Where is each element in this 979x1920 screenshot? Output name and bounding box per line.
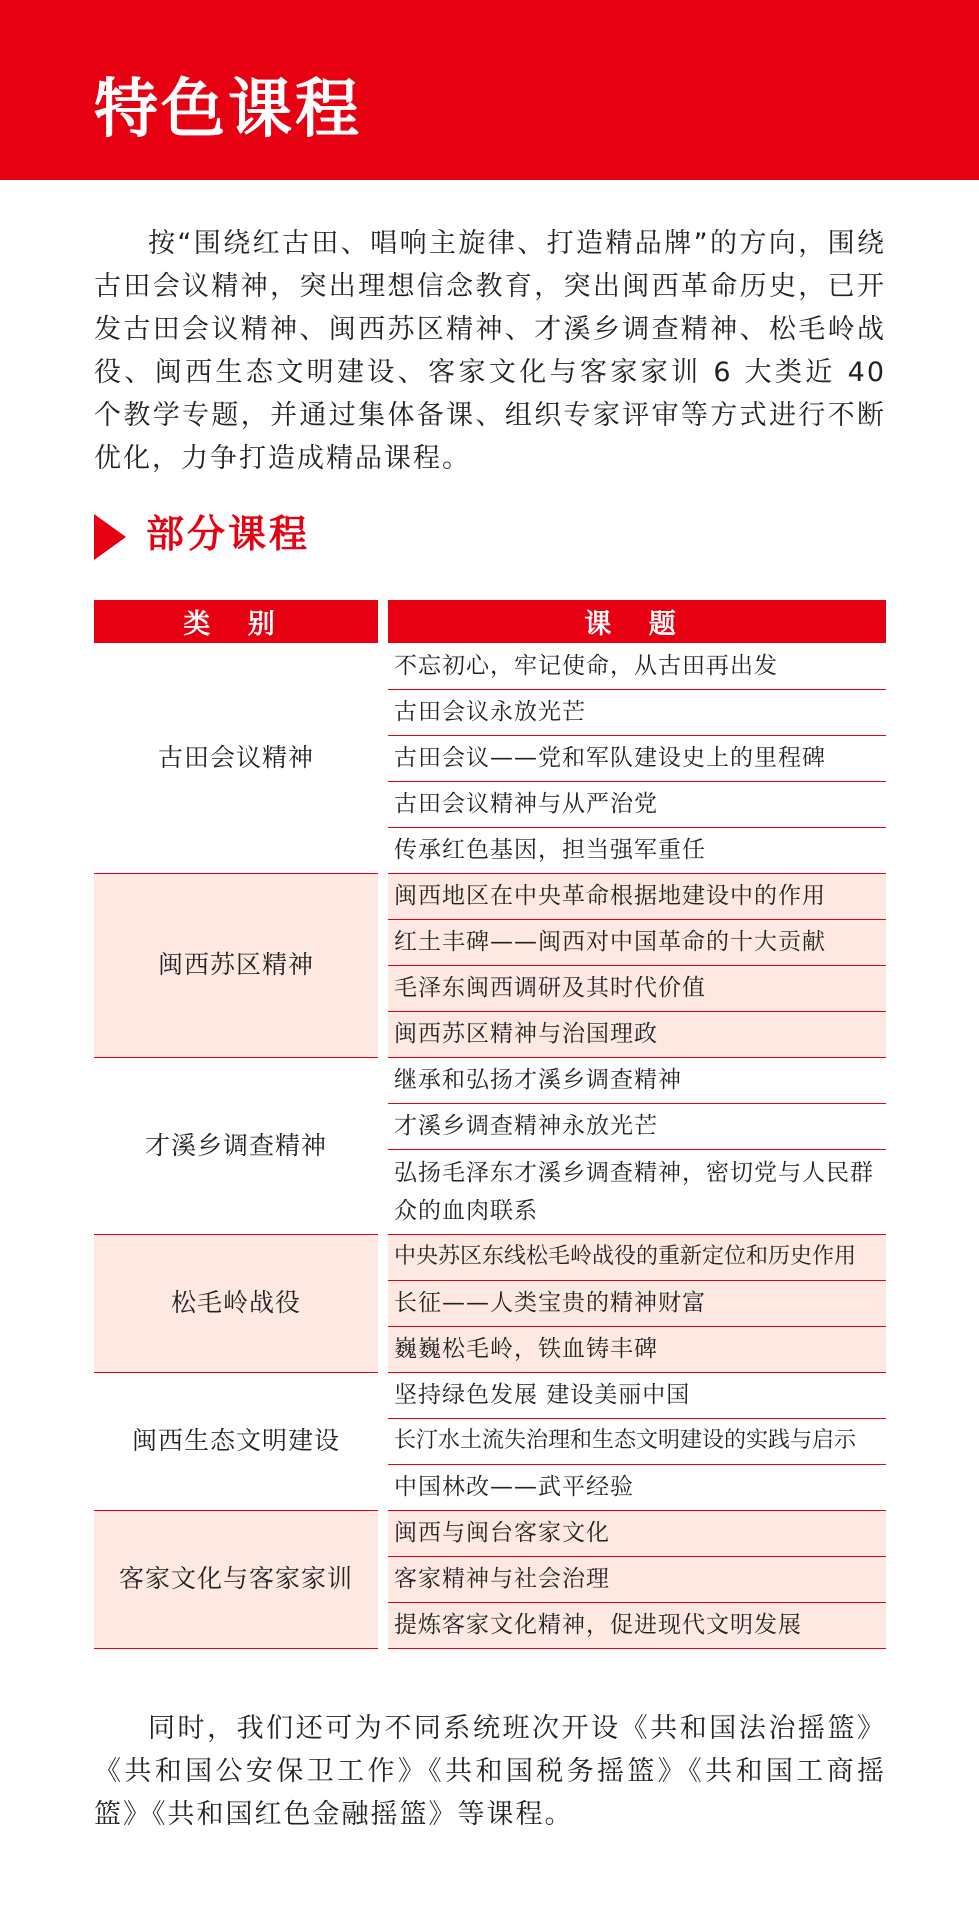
course-cell: 中国林改——武平经验 — [388, 1465, 886, 1511]
column-gap — [378, 874, 388, 1058]
column-gap — [378, 1235, 388, 1373]
column-gap — [378, 1058, 388, 1235]
table-header-row — [94, 600, 886, 643]
course-cell: 弘扬毛泽东才溪乡调查精神，密切党与人民群众的血肉联系 — [388, 1150, 886, 1235]
category-cell: 闽西苏区精神 — [94, 874, 378, 1058]
course-cell: 闽西苏区精神与治国理政 — [388, 1012, 886, 1058]
table-row — [94, 1511, 886, 1557]
course-cell: 毛泽东闽西调研及其时代价值 — [388, 966, 886, 1012]
course-cell: 客家精神与社会治理 — [388, 1557, 886, 1603]
table-row — [94, 1235, 886, 1281]
column-gap — [378, 600, 388, 643]
course-cell: 闽西地区在中央革命根据地建设中的作用 — [388, 874, 886, 920]
page-title: 特色课程 — [94, 73, 362, 147]
course-cell: 中央苏区东线松毛岭战役的重新定位和历史作用 — [388, 1235, 886, 1281]
course-cell: 继承和弘扬才溪乡调查精神 — [388, 1058, 886, 1104]
intro-paragraph: 按“围绕红古田、唱响主旋律、打造精品牌”的方向，围绕古田会议精神，突出理想信念教育，突出闽西革命历史，已开发古田会议精神、闽西苏区精神、才溪乡调查精神、松毛岭战役、闽西生态文明建设、客家文化与客家家训 6 大类近 40 个教学专题，并通过集体备课、组织专家评审等方式进行不断优化，力争打造成精品课程。 — [94, 228, 886, 474]
course-cell: 长汀水土流失治理和生态文明建设的实践与启示 — [388, 1419, 886, 1465]
column-header-course: 课 题 — [388, 600, 886, 643]
course-cell: 提炼客家文化精神，促进现代文明发展 — [388, 1603, 886, 1649]
category-cell: 闽西生态文明建设 — [94, 1373, 378, 1511]
triangle-bullet-icon — [94, 514, 126, 560]
category-cell: 才溪乡调查精神 — [94, 1058, 378, 1235]
course-cell: 传承红色基因，担当强军重任 — [388, 828, 886, 874]
category-cell: 客家文化与客家家训 — [94, 1511, 378, 1649]
section-title: 部分课程 — [146, 512, 311, 556]
course-cell: 古田会议——党和军队建设史上的里程碑 — [388, 736, 886, 782]
column-gap — [378, 1373, 388, 1511]
course-table — [94, 600, 886, 1649]
course-cell: 坚持绿色发展 建设美丽中国 — [388, 1373, 886, 1419]
category-cell: 古田会议精神 — [94, 643, 378, 874]
table-row — [94, 643, 886, 690]
column-gap — [378, 643, 388, 874]
course-cell: 巍巍松毛岭，铁血铸丰碑 — [388, 1327, 886, 1373]
course-cell: 不忘初心，牢记使命，从古田再出发 — [388, 643, 886, 690]
course-cell: 闽西与闽台客家文化 — [388, 1511, 886, 1557]
table-row — [94, 1058, 886, 1104]
header-bar — [0, 0, 979, 180]
course-cell: 红土丰碑——闽西对中国革命的十大贡献 — [388, 920, 886, 966]
column-header-category: 类 别 — [94, 600, 378, 643]
course-cell: 长征——人类宝贵的精神财富 — [388, 1281, 886, 1327]
category-cell: 松毛岭战役 — [94, 1235, 378, 1373]
course-cell: 古田会议精神与从严治党 — [388, 782, 886, 828]
outro-paragraph: 同时，我们还可为不同系统班次开设《共和国法治摇篮》《共和国公安保卫工作》《共和国税务摇篮》《共和国工商摇篮》《共和国红色金融摇篮》等课程。 — [94, 1713, 886, 1830]
course-cell: 古田会议永放光芒 — [388, 690, 886, 736]
column-gap — [378, 1511, 388, 1649]
table-row — [94, 874, 886, 920]
table-row — [94, 1373, 886, 1419]
course-cell: 才溪乡调查精神永放光芒 — [388, 1104, 886, 1150]
